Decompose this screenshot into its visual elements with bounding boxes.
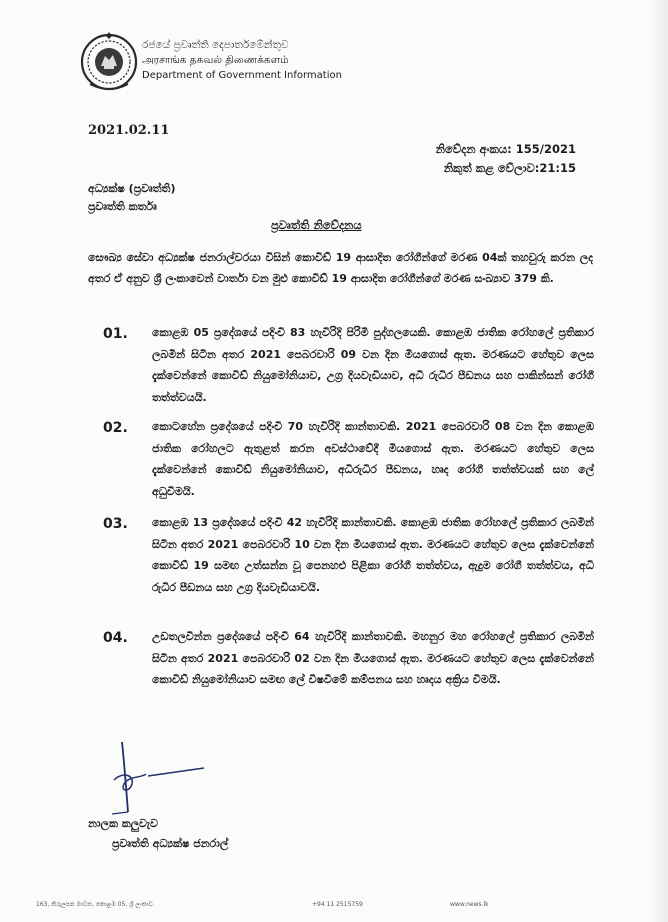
recipient-line-2: ප්‍රවෘත්ති කර්තෘ — [88, 200, 157, 213]
recipient-line-1: අධ්‍යක්ෂ (ප්‍රවෘත්ති) — [88, 182, 176, 195]
case-number: 02. — [103, 420, 128, 436]
recipient-block — [88, 180, 176, 216]
release-meta — [436, 140, 576, 178]
case-text: කොටහේන ප්‍රදේශයේ පදිංචි 70 හැවිරිදි කාන්තාවකි. 2021 පෙබරවාරි 08 වන දින කොළඹ ජාතික රෝහලට ඇතුළත් කරන අවස්ථාවේදී මියගොස් ඇත. මරණයට හේතුව ලෙස දැක්වෙන්නේ කොවිඩ් නියුමෝනියාව, අධිරුධිර පීඩනය, හෘද රෝගී තත්ත්වයක් සහ ලේ අධුවීමයි. — [152, 420, 594, 498]
release-number-label: නිවේදන අංකය: — [435, 142, 512, 156]
signer-title: ප්‍රවෘත්ති අධ්‍යක්ෂ ජනරාල් — [112, 837, 229, 850]
government-emblem-icon — [78, 30, 140, 94]
signer-name: නාලක කලුවැව — [88, 817, 158, 830]
issued-time-line — [436, 159, 576, 178]
signer-block — [88, 814, 228, 854]
department-letterhead — [142, 38, 342, 83]
issued-time-label: නිකුත් කළ වේලාව: — [443, 161, 540, 175]
document-subject: ප්‍රවෘත්ති නිවේදනය — [271, 218, 362, 232]
case-text: උඩතලවින්න ප්‍රදේශයේ පදිංචි 64 හැවිරිදි කාන්තාවකි. මහනුර මහ රෝහලේ ප්‍රතිකාර ලබමින් සිටින අතර 2021 පෙබරවාරි 02 වන දින මියගොස් ඇත. මරණයට හේතුව ලෙස දැක්වෙන්නේ කොවිඩ් නියුමෝනියාව සමඟ ලේ විෂවීමේ කම්පනය සහ හෘදය අක්‍රිය වීමයි. — [152, 630, 594, 686]
document-date: 2021.02.11 — [88, 123, 170, 138]
letterhead-sinhala: රජයේ ප්‍රවෘත්ති දෙපාර්තමේන්තුව — [142, 39, 289, 51]
letterhead-tamil: அரசாங்க தகவல் திணைக்களம் — [142, 54, 289, 66]
case-number: 04. — [103, 630, 128, 646]
issued-time: 21:15 — [539, 161, 576, 175]
footer-address: 163, කිරුලපන මාවත, කොළඹ 05, ශ්‍රී ලංකාව. — [36, 901, 155, 908]
footer-website: www.news.lk — [450, 901, 489, 908]
letterhead-english: Department of Government Information — [142, 70, 342, 81]
case-number: 03. — [103, 516, 128, 532]
case-text: කොළඹ 13 ප්‍රදේශයේ පදිංචි 42 හැවිරිදි කාන්තාවකි. කොළඹ ජාතික රෝහලේ ප්‍රතිකාර ලබමින් සිටින අතර 2021 පෙබරවාරි 10 වන දින මියගොස් ඇත. මරණයට හේතුව ලෙස දැක්වෙන්නේ කොවිඩ් 19 සමඟ උත්සන්න වූ පෙනහළු පිළිකා රෝගී තත්ත්වය, ඇදුම රෝගී තත්ත්වය, අධි රුධිර පීඩනය සහ උග්‍ර දියවැඩියාවයි. — [152, 516, 594, 594]
signature-scribble — [108, 740, 206, 822]
case-number: 01. — [103, 326, 128, 342]
release-number: 155/2021 — [515, 142, 576, 156]
footer-phone: +94 11 2515759 — [312, 901, 363, 908]
case-text: කොළඹ 05 ප්‍රදේශයේ පදිංචි 83 හැවිරිදි පිරිමි පුද්ගලයෙකි. කොළඹ ජාතික රෝහලේ ප්‍රතිකාර ලබමින් සිටින අතර 2021 පෙබරවාරි 09 වන දින මියගොස් ඇත. මරණයට හේතුව ලෙස දැක්වෙන්නේ කොවිඩ් නියුමෝනියාව, උග්‍ර දියවැඩියාව, අධි රුධිර පීඩනය සහ පාකින්සන් රෝගී තත්ත්වයයි. — [152, 326, 594, 404]
intro-paragraph: සෞඛ්‍ය සේවා අධ්‍යක්ෂ ජනරාල්වරයා විසින් කොවිඩ් 19 ආසාදිත රෝගීන්ගේ මරණ 04ක් තහවුරු කරන ලද අතර ඒ අනුව ශ්‍රී ලංකාවෙන් වාර්තා වන මුළු කොවිඩ් 19 ආසාදිත රෝගීන්ගේ මරණ සංඛ්‍යාව 379 කි. — [88, 251, 593, 285]
release-number-line — [436, 140, 576, 159]
